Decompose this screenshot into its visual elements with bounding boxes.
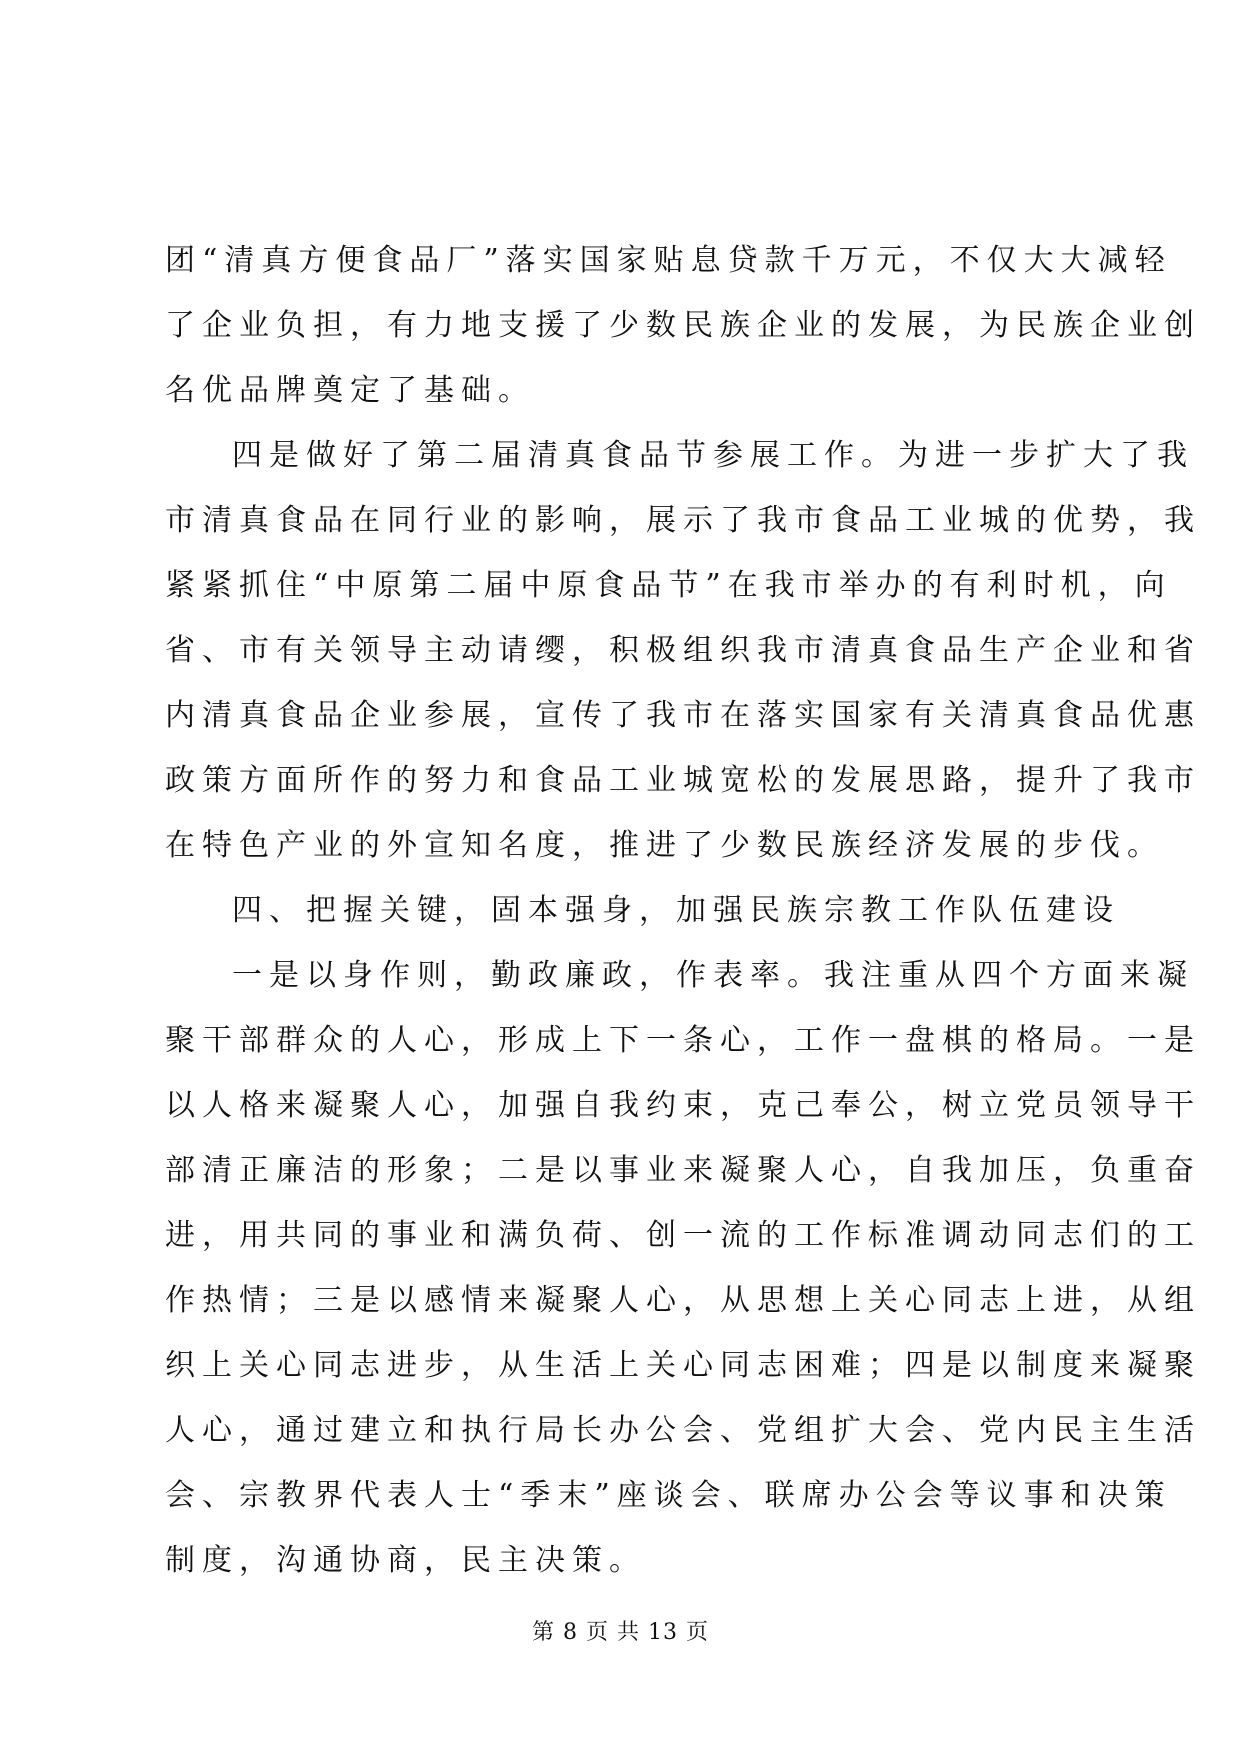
text-line: 名优品牌奠定了基础。 xyxy=(165,373,535,408)
text-line: 紧紧抓住“中原第二届中原食品节”在我市举办的有利时机，向 xyxy=(165,568,1172,603)
page-number-footer: 第 8 页 共 13 页 xyxy=(532,1620,709,1645)
text-line: 聚干部群众的人心，形成上下一条心，工作一盘棋的格局。一是 xyxy=(165,1023,1201,1058)
paragraph-first-line: 四是做好了第二届清真食品节参展工作。为进一步扩大了我 xyxy=(232,438,1194,473)
text-line: 织上关心同志进步，从生活上关心同志困难；四是以制度来凝聚 xyxy=(165,1348,1201,1383)
text-line: 作热情；三是以感情来凝聚人心，从思想上关心同志上进，从组 xyxy=(165,1283,1201,1318)
section-heading: 四、把握关键，固本强身，加强民族宗教工作队伍建设 xyxy=(232,893,1120,928)
text-line: 内清真食品企业参展，宣传了我市在落实国家有关清真食品优惠 xyxy=(165,698,1201,733)
text-line: 会、宗教界代表人士“季末”座谈会、联席办公会等议事和决策 xyxy=(165,1478,1172,1513)
text-line: 部清正廉洁的形象；二是以事业来凝聚人心，自我加压，负重奋 xyxy=(165,1153,1201,1188)
text-line: 在特色产业的外宣知名度，推进了少数民族经济发展的步伐。 xyxy=(165,828,1164,863)
text-line: 省、市有关领导主动请缨，积极组织我市清真食品生产企业和省 xyxy=(165,633,1201,668)
document-body xyxy=(165,228,1201,1593)
text-line: 团“清真方便食品厂”落实国家贴息贷款千万元，不仅大大减轻 xyxy=(165,243,1172,278)
text-line: 人心，通过建立和执行局长办公会、党组扩大会、党内民主生活 xyxy=(165,1413,1201,1448)
text-line: 政策方面所作的努力和食品工业城宽松的发展思路，提升了我市 xyxy=(165,763,1201,798)
text-line: 了企业负担，有力地支援了少数民族企业的发展，为民族企业创 xyxy=(165,308,1201,343)
text-line: 制度，沟通协商，民主决策。 xyxy=(165,1543,646,1578)
text-line: 市清真食品在同行业的影响，展示了我市食品工业城的优势，我 xyxy=(165,503,1201,538)
text-line: 以人格来凝聚人心，加强自我约束，克己奉公，树立党员领导干 xyxy=(165,1088,1201,1123)
paragraph-first-line: 一是以身作则，勤政廉政，作表率。我注重从四个方面来凝 xyxy=(232,958,1194,993)
text-line: 进，用共同的事业和满负荷、创一流的工作标准调动同志们的工 xyxy=(165,1218,1201,1253)
